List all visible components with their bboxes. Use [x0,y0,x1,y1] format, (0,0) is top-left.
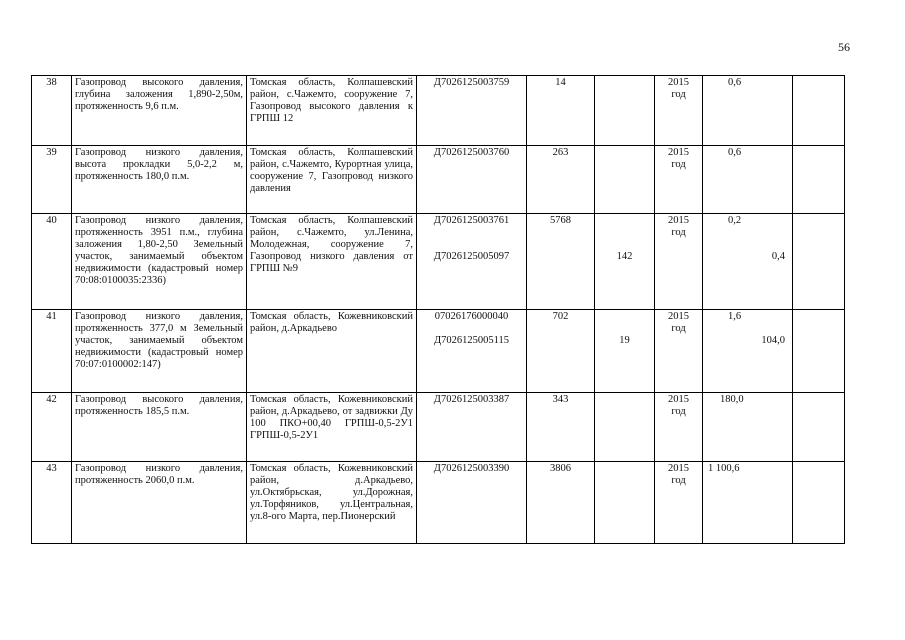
value-1: 1 100,6 [708,463,740,474]
area-value: 5768 [527,214,595,310]
object-name: Газопровод низкого давления, протяженность 3951 п.м., глубина заложения 1,80-2,50 Земельный участок, занимаемый объектом недвижимости (кадастровый номер 70:08:0100035:2336) [72,214,247,310]
area-value: 14 [527,76,595,146]
area-value: 263 [527,146,595,214]
value-cell [703,462,793,544]
inventory-code [417,462,527,544]
value-cell [703,76,793,146]
inventory-code-1: Д7026125003387 [433,394,510,405]
year-unit: год [671,159,686,170]
empty-cell [793,214,845,310]
inventory-code-1: Д7026125003390 [433,463,510,474]
object-address: Томская область, Колпашевский район, с.Чажемто, ул.Ленина, Молодежная, сооружение 7, Газопровод низкого давления от ГРПШ №9 [247,214,417,310]
length-value: 19 [619,335,630,346]
year-unit: год [671,89,686,100]
length-cell [595,310,655,393]
inventory-code-1: Д7026125003759 [433,77,510,88]
year-unit: год [671,406,686,417]
table-row [32,393,845,462]
value-cell [703,393,793,462]
length-value [595,393,655,462]
length-value [595,76,655,146]
inventory-code [417,214,527,310]
year-value: 2015 [668,77,689,88]
object-address: Томская область, Колпашевский район, с.Чажемто, Курортная улица, сооружение 7, Газопровод низкого давления [247,146,417,214]
year-cell [655,214,703,310]
object-name: Газопровод высокого давления, глубина заложения 1,890-2,50м, протяженность 9,6 п.м. [72,76,247,146]
empty-cell [793,76,845,146]
inventory-code [417,76,527,146]
object-name: Газопровод высокого давления, протяженность 185,5 п.м. [72,393,247,462]
year-cell [655,310,703,393]
value-cell [703,214,793,310]
year-unit: год [671,323,686,334]
object-name: Газопровод низкого давления, протяженность 2060,0 п.м. [72,462,247,544]
year-unit: год [671,227,686,238]
year-value: 2015 [668,215,689,226]
property-register-table [31,75,845,544]
length-cell [595,214,655,310]
value-1: 180,0 [720,394,744,405]
inventory-code-2: Д7026125005115 [433,335,510,346]
year-value: 2015 [668,147,689,158]
area-value: 702 [527,310,595,393]
object-address: Томская область, Кожевниковский район, д.Аркадьево, ул.Октябрьская, ул.Дорожная, ул.Торфяников, ул.Центральная, ул.8-ого Марта, пер.Пионерский [247,462,417,544]
year-value: 2015 [668,394,689,405]
table-row [32,310,845,393]
inventory-code [417,393,527,462]
value-1: 0,6 [728,147,742,158]
table-row [32,214,845,310]
value-2: 0,4 [771,251,785,262]
object-name: Газопровод низкого давления, протяженность 377,0 м Земельный участок, занимаемый объектом недвижимости (кадастровый номер 70:07:0100002:147) [72,310,247,393]
object-address: Томская область, Кожевниковский район, д.Аркадьево [247,310,417,393]
inventory-code [417,310,527,393]
table-row [32,76,845,146]
empty-cell [793,146,845,214]
empty-cell [793,462,845,544]
year-value: 2015 [668,463,689,474]
year-cell [655,146,703,214]
value-1: 1,6 [728,311,742,322]
area-value: 3806 [527,462,595,544]
table-row [32,462,845,544]
row-number: 39 [32,146,72,214]
row-number: 41 [32,310,72,393]
empty-cell [793,310,845,393]
length-value [595,462,655,544]
value-1: 0,2 [728,215,742,226]
length-value [595,146,655,214]
year-cell [655,462,703,544]
length-value: 142 [616,251,633,262]
year-unit: год [671,475,686,486]
inventory-code [417,146,527,214]
table-row [32,146,845,214]
year-value: 2015 [668,311,689,322]
inventory-code-1: 07026176000040 [434,311,509,322]
object-name: Газопровод низкого давления, высота прокладки 5,0-2,2 м, протяженность 180,0 п.м. [72,146,247,214]
empty-cell [793,393,845,462]
row-number: 38 [32,76,72,146]
object-address: Томская область, Колпашевский район, с.Чажемто, сооружение 7, Газопровод высокого давления к ГРПШ 12 [247,76,417,146]
value-1: 0,6 [728,77,742,88]
inventory-code-1: Д7026125003760 [433,147,510,158]
area-value: 343 [527,393,595,462]
value-2: 104,0 [761,335,785,346]
inventory-code-2: Д7026125005097 [433,251,510,262]
year-cell [655,393,703,462]
row-number: 43 [32,462,72,544]
value-cell [703,146,793,214]
page-number: 56 [838,40,850,54]
row-number: 40 [32,214,72,310]
value-cell [703,310,793,393]
row-number: 42 [32,393,72,462]
inventory-code-1: Д7026125003761 [433,215,510,226]
object-address: Томская область, Кожевниковский район, д.Аркадьево, от задвижки Ду 100 ПКО+00,40 ГРПШ-0,5-2У1 ГРПШ-0,5-2У1 [247,393,417,462]
year-cell [655,76,703,146]
